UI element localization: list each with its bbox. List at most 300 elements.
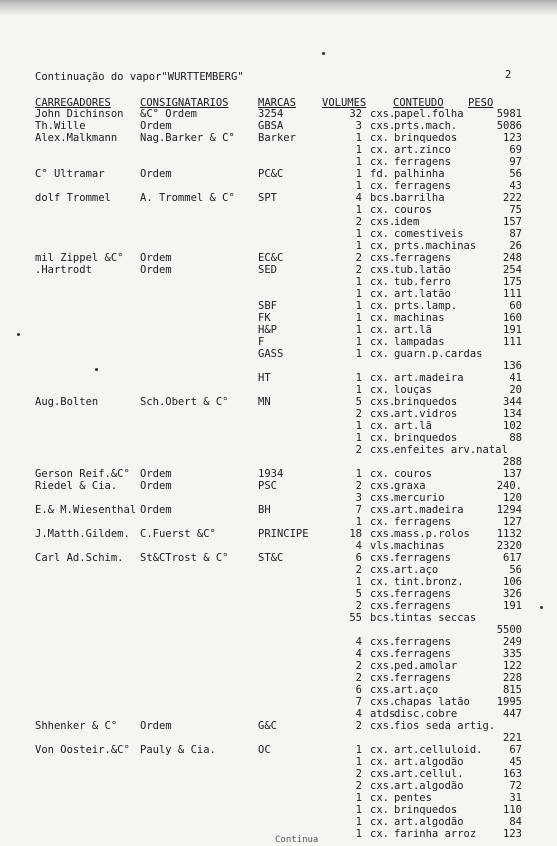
weight-cell: 326	[503, 588, 522, 600]
mark-cell: PC&C	[258, 168, 284, 180]
volume-unit-cell: cxs.	[370, 696, 396, 708]
mark-cell: SPT	[258, 192, 277, 204]
ledger-row	[0, 648, 557, 660]
ledger-row	[0, 672, 557, 684]
volume-unit-cell: cx.	[370, 420, 389, 432]
volume-qty-cell: 4	[355, 192, 362, 204]
shipper-cell: Th.Wille	[35, 120, 86, 132]
volume-qty-cell: 1	[355, 288, 362, 300]
volume-unit-cell: cx.	[370, 516, 389, 528]
ledger-row	[0, 384, 557, 396]
content-cell: art.aço	[394, 564, 439, 576]
ledger-row	[0, 408, 557, 420]
weight-cell: 163	[503, 768, 522, 780]
content-cell: prts.machinas	[394, 240, 477, 252]
volume-unit-cell: cxs.	[370, 552, 396, 564]
mark-cell: OC	[258, 744, 271, 756]
mark-cell: PRINCIPE	[258, 528, 309, 540]
weight-cell: 2320	[496, 540, 522, 552]
volume-qty-cell: 4	[355, 648, 362, 660]
volume-qty-cell: 1	[355, 348, 362, 360]
volume-qty-cell: 1	[355, 336, 362, 348]
weight-cell: 26	[509, 240, 522, 252]
column-header-peso: PESO	[468, 97, 494, 109]
volume-unit-cell: bcs.	[370, 192, 396, 204]
ledger-row	[0, 312, 557, 324]
content-cell: prts.mach.	[394, 120, 458, 132]
volume-qty-cell: 7	[355, 504, 362, 516]
volume-unit-cell: cx.	[370, 132, 389, 144]
consignee-cell: Ordem	[140, 504, 172, 516]
ledger-row	[0, 516, 557, 528]
volume-qty-cell: 1	[355, 792, 362, 804]
ledger-row	[0, 624, 557, 636]
continued-note: Continua	[275, 835, 319, 845]
volume-unit-cell: cxs.	[370, 636, 396, 648]
content-cell: idem	[394, 216, 420, 228]
volume-unit-cell: cxs.	[370, 216, 396, 228]
content-cell: art.zinco	[394, 144, 451, 156]
content-cell: fios seda artig.	[394, 720, 496, 732]
weight-cell: 5500	[496, 624, 522, 636]
volume-unit-cell: cx.	[370, 300, 389, 312]
weight-cell: 191	[503, 324, 522, 336]
volume-unit-cell: cxs.	[370, 264, 396, 276]
weight-cell: 447	[503, 708, 522, 720]
volume-unit-cell: cx.	[370, 228, 389, 240]
volume-unit-cell: cxs.	[370, 600, 396, 612]
mark-cell: Barker	[258, 132, 296, 144]
shipper-cell: J.Matth.Gildem.	[35, 528, 130, 540]
volume-unit-cell: cxs.	[370, 672, 396, 684]
content-cell: comestiveis	[394, 228, 464, 240]
weight-cell: 69	[509, 144, 522, 156]
content-cell: pentes	[394, 792, 432, 804]
consignee-cell: C.Fuerst &C°	[140, 528, 216, 540]
ledger-row	[0, 192, 557, 204]
volume-qty-cell: 4	[355, 636, 362, 648]
weight-cell: 617	[503, 552, 522, 564]
weight-cell: 56	[509, 168, 522, 180]
weight-cell: 120	[503, 492, 522, 504]
volume-qty-cell: 2	[355, 216, 362, 228]
content-cell: art.vidros	[394, 408, 458, 420]
ledger-row	[0, 492, 557, 504]
content-cell: art.madeira	[394, 504, 464, 516]
volume-unit-cell: cx.	[370, 324, 389, 336]
consignee-cell: Pauly & Cia.	[140, 744, 216, 756]
shipper-cell: John Dichinson	[35, 108, 124, 120]
shipper-cell: Von Oosteir.&C°	[35, 744, 130, 756]
weight-cell: 134	[503, 408, 522, 420]
volume-qty-cell: 1	[355, 756, 362, 768]
volume-qty-cell: 1	[355, 828, 362, 840]
volume-qty-cell: 2	[355, 408, 362, 420]
weight-cell: 127	[503, 516, 522, 528]
page-number: 2	[505, 69, 512, 81]
content-cell: ferragens	[394, 636, 451, 648]
ledger-row	[0, 120, 557, 132]
shipper-cell: Alex.Malkmann	[35, 132, 118, 144]
content-cell: art.algodão	[394, 756, 464, 768]
mark-cell: SED	[258, 264, 277, 276]
weight-cell: 815	[503, 684, 522, 696]
ledger-row	[0, 816, 557, 828]
content-cell: couros	[394, 204, 432, 216]
volume-unit-cell: cxs.	[370, 492, 396, 504]
shipper-cell: Aug.Bolten	[35, 396, 99, 408]
content-cell: couros	[394, 468, 432, 480]
ledger-row	[0, 756, 557, 768]
mark-cell: GBSA	[258, 120, 284, 132]
content-cell: ferragens	[394, 672, 451, 684]
weight-cell: 123	[503, 132, 522, 144]
volume-unit-cell: cx.	[370, 240, 389, 252]
consignee-cell: Ordem	[140, 264, 172, 276]
consignee-cell: A. Trommel & C°	[140, 192, 235, 204]
volume-qty-cell: 2	[355, 480, 362, 492]
content-cell: art.latão	[394, 288, 451, 300]
content-cell: barrilha	[394, 192, 445, 204]
content-cell: papel.folha	[394, 108, 464, 120]
mark-cell: HT	[258, 372, 271, 384]
ledger-row	[0, 588, 557, 600]
ledger-row	[0, 636, 557, 648]
shipper-cell: Riedel & Cia.	[35, 480, 118, 492]
volume-unit-cell: cxs.	[370, 444, 396, 456]
volume-qty-cell: 7	[355, 696, 362, 708]
content-cell: tub.ferro	[394, 276, 451, 288]
column-header-consignatarios: CONSIGNATARIOS	[140, 97, 229, 109]
volume-unit-cell: atds.	[370, 708, 402, 720]
volume-unit-cell: cx.	[370, 156, 389, 168]
weight-cell: 87	[509, 228, 522, 240]
volume-unit-cell: cxs.	[370, 720, 396, 732]
ledger-row	[0, 528, 557, 540]
volume-qty-cell: 2	[355, 264, 362, 276]
content-cell: brinquedos	[394, 432, 458, 444]
weight-cell: 110	[503, 804, 522, 816]
volume-unit-cell: cx.	[370, 828, 389, 840]
volume-qty-cell: 1	[355, 180, 362, 192]
volume-qty-cell: 1	[355, 804, 362, 816]
shipper-cell: dolf Trommel	[35, 192, 111, 204]
shipper-cell: .Hartrodt	[35, 264, 92, 276]
volume-unit-cell: cx.	[370, 276, 389, 288]
volume-qty-cell: 2	[355, 660, 362, 672]
volume-unit-cell: cx.	[370, 180, 389, 192]
volume-qty-cell: 18	[349, 528, 362, 540]
consignee-cell: &C° Ordem	[140, 108, 197, 120]
document-title: Continuação do vapor"WURTTEMBERG"	[35, 71, 244, 83]
weight-cell: 20	[509, 384, 522, 396]
content-cell: farinha arroz	[394, 828, 477, 840]
weight-cell: 157	[503, 216, 522, 228]
content-cell: ferragens	[394, 180, 451, 192]
consignee-cell: St&CTrost & C°	[140, 552, 229, 564]
content-cell: art.aço	[394, 684, 439, 696]
content-cell: ferragens	[394, 552, 451, 564]
volume-qty-cell: 1	[355, 324, 362, 336]
content-cell: tint.bronz.	[394, 576, 464, 588]
scan-top-edge	[0, 0, 557, 16]
content-cell: guarn.p.cardas	[394, 348, 483, 360]
content-cell: art.cellul.	[394, 768, 464, 780]
volume-qty-cell: 2	[355, 720, 362, 732]
weight-cell: 72	[509, 780, 522, 792]
volume-qty-cell: 1	[355, 312, 362, 324]
mark-cell: SBF	[258, 300, 277, 312]
ledger-row	[0, 564, 557, 576]
weight-cell: 221	[503, 732, 522, 744]
ledger-row	[0, 180, 557, 192]
ledger-row	[0, 444, 557, 456]
mark-cell: BH	[258, 504, 271, 516]
volume-qty-cell: 1	[355, 240, 362, 252]
volume-qty-cell: 1	[355, 276, 362, 288]
ledger-row	[0, 204, 557, 216]
ledger-row	[0, 216, 557, 228]
scan-speck	[322, 52, 325, 55]
weight-cell: 136	[503, 360, 522, 372]
consignee-cell: Ordem	[140, 252, 172, 264]
content-cell: art.algodão	[394, 780, 464, 792]
volume-unit-cell: cxs.	[370, 528, 396, 540]
consignee-cell: Sch.Obert & C°	[140, 396, 229, 408]
ledger-row	[0, 420, 557, 432]
content-cell: mercurio	[394, 492, 445, 504]
volume-qty-cell: 32	[349, 108, 362, 120]
ledger-row	[0, 504, 557, 516]
weight-cell: 111	[503, 336, 522, 348]
weight-cell: 240.	[496, 480, 522, 492]
weight-cell: 5086	[496, 120, 522, 132]
volume-unit-cell: cx.	[370, 816, 389, 828]
ledger-row	[0, 324, 557, 336]
volume-unit-cell: cx.	[370, 348, 389, 360]
weight-cell: 45	[509, 756, 522, 768]
volume-unit-cell: cx.	[370, 336, 389, 348]
content-cell: art.lã	[394, 420, 432, 432]
volume-qty-cell: 1	[355, 300, 362, 312]
content-cell: art.madeira	[394, 372, 464, 384]
weight-cell: 344	[503, 396, 522, 408]
ledger-row	[0, 684, 557, 696]
content-cell: ferragens	[394, 648, 451, 660]
ledger-row	[0, 780, 557, 792]
weight-cell: 56	[509, 564, 522, 576]
content-cell: enfeites arv.natal	[394, 444, 508, 456]
content-cell: ferragens	[394, 252, 451, 264]
volume-qty-cell: 2	[355, 600, 362, 612]
volume-qty-cell: 2	[355, 564, 362, 576]
volume-unit-cell: cx.	[370, 744, 389, 756]
ledger-row	[0, 276, 557, 288]
weight-cell: 88	[509, 432, 522, 444]
ledger-row	[0, 144, 557, 156]
weight-cell: 249	[503, 636, 522, 648]
content-cell: ferragens	[394, 600, 451, 612]
mark-cell: PSC	[258, 480, 277, 492]
column-header-carregadores: CARREGADORES	[35, 97, 111, 109]
volume-unit-cell: vls.	[370, 540, 396, 552]
volume-qty-cell: 3	[355, 120, 362, 132]
consignee-cell: Ordem	[140, 120, 172, 132]
ledger-row	[0, 804, 557, 816]
ledger-row	[0, 336, 557, 348]
volume-unit-cell: cx.	[370, 576, 389, 588]
column-header-volumes: VOLUMES	[322, 97, 367, 109]
ledger-row	[0, 768, 557, 780]
volume-qty-cell: 55	[349, 612, 362, 624]
weight-cell: 137	[503, 468, 522, 480]
ledger-row	[0, 708, 557, 720]
ledger-row	[0, 456, 557, 468]
volume-unit-cell: cx.	[370, 792, 389, 804]
column-header-conteudo: CONTEUDO	[393, 97, 444, 109]
consignee-cell: Nag.Barker & C°	[140, 132, 235, 144]
volume-qty-cell: 1	[355, 468, 362, 480]
weight-cell: 5981	[496, 108, 522, 120]
content-cell: ped.amolar	[394, 660, 458, 672]
ledger-row	[0, 612, 557, 624]
weight-cell: 84	[509, 816, 522, 828]
content-cell: tintas seccas	[394, 612, 477, 624]
ledger-row	[0, 228, 557, 240]
ledger-row	[0, 600, 557, 612]
volume-unit-cell: cxs.	[370, 564, 396, 576]
volume-qty-cell: 2	[355, 768, 362, 780]
ledger-row	[0, 264, 557, 276]
weight-cell: 288	[503, 456, 522, 468]
content-cell: machinas	[394, 540, 445, 552]
weight-cell: 1995	[496, 696, 522, 708]
consignee-cell: Ordem	[140, 720, 172, 732]
volume-unit-cell: cxs.	[370, 648, 396, 660]
weight-cell: 1132	[496, 528, 522, 540]
shipper-cell: Gerson Reif.&C°	[35, 468, 130, 480]
mark-cell: FK	[258, 312, 271, 324]
volume-qty-cell: 1	[355, 516, 362, 528]
ledger-row	[0, 480, 557, 492]
content-cell: brinquedos	[394, 132, 458, 144]
content-cell: lampadas	[394, 336, 445, 348]
weight-cell: 41	[509, 372, 522, 384]
content-cell: machinas	[394, 312, 445, 324]
volume-unit-cell: cxs.	[370, 588, 396, 600]
weight-cell: 191	[503, 600, 522, 612]
ledger-row	[0, 540, 557, 552]
volume-unit-cell: cxs.	[370, 396, 396, 408]
content-cell: ferragens	[394, 516, 451, 528]
shipper-cell: mil Zippel &C°	[35, 252, 124, 264]
content-cell: brinquedos	[394, 804, 458, 816]
volume-qty-cell: 2	[355, 252, 362, 264]
volume-unit-cell: cx.	[370, 372, 389, 384]
volume-unit-cell: cxs.	[370, 408, 396, 420]
ledger-row	[0, 240, 557, 252]
content-cell: palhinha	[394, 168, 445, 180]
weight-cell: 160	[503, 312, 522, 324]
volume-qty-cell: 1	[355, 156, 362, 168]
volume-qty-cell: 1	[355, 144, 362, 156]
volume-qty-cell: 1	[355, 384, 362, 396]
ledger-row	[0, 744, 557, 756]
ledger-row	[0, 252, 557, 264]
volume-unit-cell: cxs.	[370, 780, 396, 792]
volume-qty-cell: 1	[355, 576, 362, 588]
volume-unit-cell: fd.	[370, 168, 389, 180]
ledger-row	[0, 552, 557, 564]
consignee-cell: Ordem	[140, 468, 172, 480]
ledger-row	[0, 696, 557, 708]
volume-unit-cell: cxs.	[370, 480, 396, 492]
mark-cell: 3254	[258, 108, 284, 120]
ledger-row	[0, 720, 557, 732]
volume-unit-cell: cxs.	[370, 684, 396, 696]
weight-cell: 60	[509, 300, 522, 312]
volume-qty-cell: 6	[355, 552, 362, 564]
volume-unit-cell: bcs.	[370, 612, 396, 624]
volume-qty-cell: 2	[355, 444, 362, 456]
ledger-row	[0, 300, 557, 312]
ledger-row	[0, 156, 557, 168]
volume-unit-cell: cxs.	[370, 108, 396, 120]
weight-cell: 31	[509, 792, 522, 804]
volume-qty-cell: 1	[355, 816, 362, 828]
ledger-row	[0, 108, 557, 120]
consignee-cell: Ordem	[140, 168, 172, 180]
volume-qty-cell: 2	[355, 672, 362, 684]
mark-cell: 1934	[258, 468, 284, 480]
mark-cell: ST&C	[258, 552, 284, 564]
mark-cell: G&C	[258, 720, 277, 732]
weight-cell: 335	[503, 648, 522, 660]
content-cell: prts.lamp.	[394, 300, 458, 312]
content-cell: louças	[394, 384, 432, 396]
volume-qty-cell: 1	[355, 420, 362, 432]
content-cell: graxa	[394, 480, 426, 492]
consignee-cell: Ordem	[140, 480, 172, 492]
content-cell: brinquedos	[394, 396, 458, 408]
weight-cell: 228	[503, 672, 522, 684]
mark-cell: EC&C	[258, 252, 284, 264]
content-cell: art.lã	[394, 324, 432, 336]
volume-unit-cell: cxs.	[370, 660, 396, 672]
content-cell: disc.cobre	[394, 708, 458, 720]
volume-qty-cell: 1	[355, 432, 362, 444]
ledger-row	[0, 660, 557, 672]
ledger-row	[0, 132, 557, 144]
volume-qty-cell: 6	[355, 684, 362, 696]
weight-cell: 248	[503, 252, 522, 264]
mark-cell: H&P	[258, 324, 277, 336]
volume-unit-cell: cx.	[370, 144, 389, 156]
volume-unit-cell: cx.	[370, 468, 389, 480]
volume-qty-cell: 1	[355, 744, 362, 756]
weight-cell: 122	[503, 660, 522, 672]
ledger-row	[0, 732, 557, 744]
volume-qty-cell: 4	[355, 540, 362, 552]
shipper-cell: C° Ultramar	[35, 168, 105, 180]
content-cell: mass.p.rolos	[394, 528, 470, 540]
weight-cell: 67	[509, 744, 522, 756]
content-cell: art.celluloid.	[394, 744, 483, 756]
volume-qty-cell: 1	[355, 372, 362, 384]
content-cell: art.algodão	[394, 816, 464, 828]
volume-qty-cell: 3	[355, 492, 362, 504]
weight-cell: 175	[503, 276, 522, 288]
